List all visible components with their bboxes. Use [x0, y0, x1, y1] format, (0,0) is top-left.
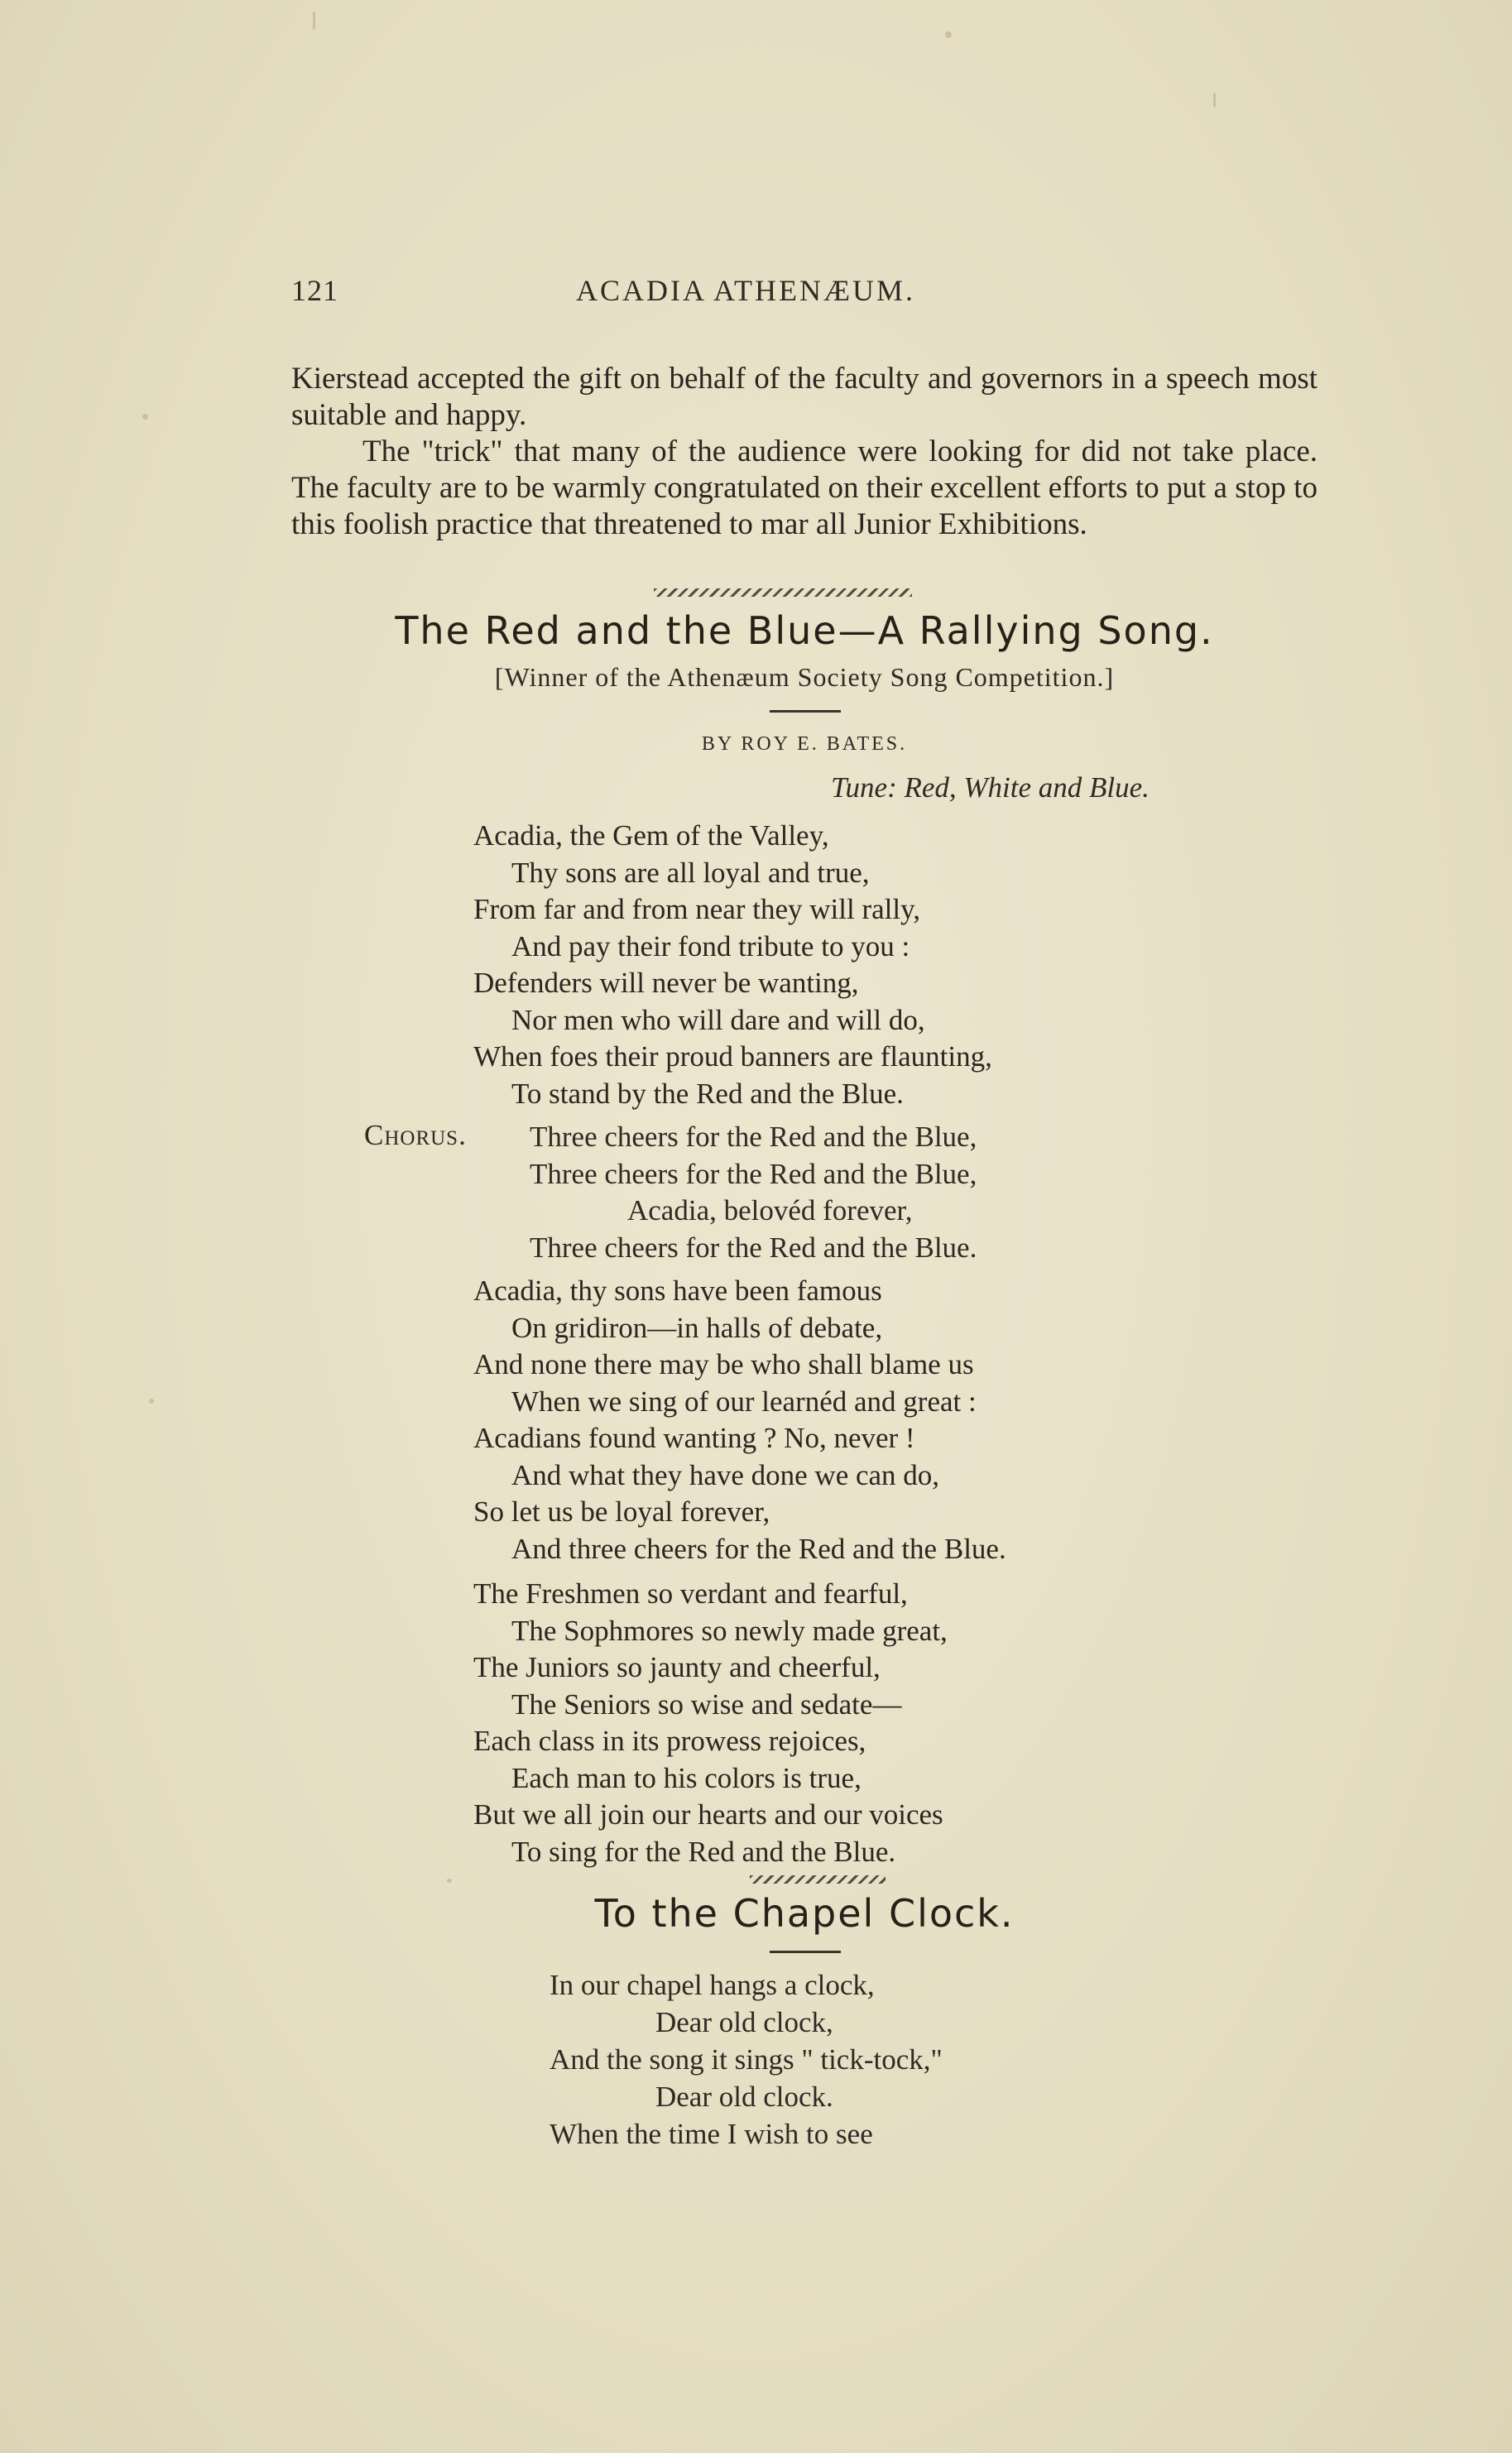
chorus-line: Acadia, belovéd forever,	[627, 1194, 913, 1226]
verse-line: The Freshmen so verdant and fearful,	[473, 1577, 908, 1610]
verse-line: So let us be loyal forever,	[473, 1495, 770, 1528]
chorus-line: Three cheers for the Red and the Blue,	[530, 1157, 977, 1190]
verse-line: And none there may be who shall blame us	[473, 1348, 974, 1380]
verse-line: Each man to his colors is true,	[511, 1761, 862, 1794]
paper-mark	[142, 414, 148, 420]
verse-line: Each class in its prowess rejoices,	[473, 1725, 866, 1757]
verse-line: When we sing of our learnéd and great :	[511, 1385, 977, 1418]
paragraph: The "trick" that many of the audience were looking for did not take place. The faculty are to be warmly congratulated on their excellent efforts to put a stop to this foolish practice that threatened to mar all Junior Exhibitions.	[291, 434, 1318, 541]
section-ornament	[654, 588, 912, 597]
verse-line: When foes their proud banners are flaunting,	[473, 1040, 992, 1073]
verse-line: Defenders will never be wanting,	[473, 967, 859, 999]
paper-mark	[149, 1399, 154, 1404]
verse-line: To stand by the Red and the Blue.	[511, 1077, 904, 1110]
journal-title: ACADIA ATHENÆUM.	[576, 274, 916, 307]
verse-line: The Juniors so jaunty and cheerful,	[473, 1651, 881, 1683]
verse-line: And pay their fond tribute to you :	[511, 929, 910, 962]
article-text	[291, 361, 1318, 543]
chorus-line: Three cheers for the Red and the Blue.	[530, 1231, 977, 1264]
chorus	[530, 1119, 977, 1266]
paper-mark	[313, 12, 315, 30]
chorus-line: Three cheers for the Red and the Blue,	[530, 1121, 977, 1153]
poem-title: To the Chapel Clock.	[594, 1891, 1015, 1936]
verse-line: Nor men who will dare and will do,	[511, 1003, 925, 1036]
verse-line: Thy sons are all loyal and true,	[511, 856, 870, 889]
verse-line: To sing for the Red and the Blue.	[511, 1835, 896, 1868]
chorus-label: Chorus.	[364, 1119, 467, 1151]
poem-line: When the time I wish to see	[550, 2118, 873, 2150]
clock-poem	[550, 1966, 943, 2153]
section-ornament	[750, 1875, 886, 1884]
poem-line: In our chapel hangs a clock,	[550, 1969, 875, 2001]
song-tune: Tune: Red, White and Blue.	[831, 771, 1150, 804]
verse-3	[473, 1576, 948, 1870]
verse-line: Acadians found wanting ? No, never !	[473, 1422, 915, 1454]
verse-line: From far and from near they will rally,	[473, 893, 921, 925]
verse-line: And three cheers for the Red and the Blue.	[511, 1532, 1006, 1565]
song-subtitle: [Winner of the Athenæum Society Song Competition.]	[494, 662, 1115, 692]
verse-line: On gridiron—in halls of debate,	[511, 1311, 883, 1344]
verse-1	[473, 818, 992, 1112]
running-head	[291, 273, 1318, 314]
poem-line: And the song it sings " tick-tock,"	[550, 2043, 943, 2076]
page-number: 121	[291, 274, 338, 307]
title-rule	[770, 1951, 841, 1953]
paper-mark	[945, 31, 952, 38]
paper-mark	[447, 1879, 452, 1883]
verse-line: But we all join our hearts and our voices	[473, 1798, 943, 1831]
verse-line: Acadia, the Gem of the Valley,	[473, 819, 829, 852]
verse-line: The Seniors so wise and sedate—	[511, 1687, 902, 1721]
song-byline: BY ROY E. BATES.	[701, 733, 908, 755]
title-rule	[770, 710, 841, 713]
song-title: The Red and the Blue—A Rallying Song.	[395, 608, 1214, 653]
verse-line: The Sophmores so newly made great,	[511, 1614, 948, 1647]
verse-line: And what they have done we can do,	[511, 1458, 940, 1491]
verse-line: Acadia, thy sons have been famous	[473, 1275, 882, 1307]
paper-mark	[1213, 93, 1216, 108]
poem-line: Dear old clock,	[655, 2006, 833, 2038]
poem-line: Dear old clock.	[655, 2081, 833, 2113]
verse-2	[473, 1273, 1006, 1567]
paragraph: Kierstead accepted the gift on behalf of the faculty and governors in a speech most suitable and happy.	[291, 362, 1318, 432]
